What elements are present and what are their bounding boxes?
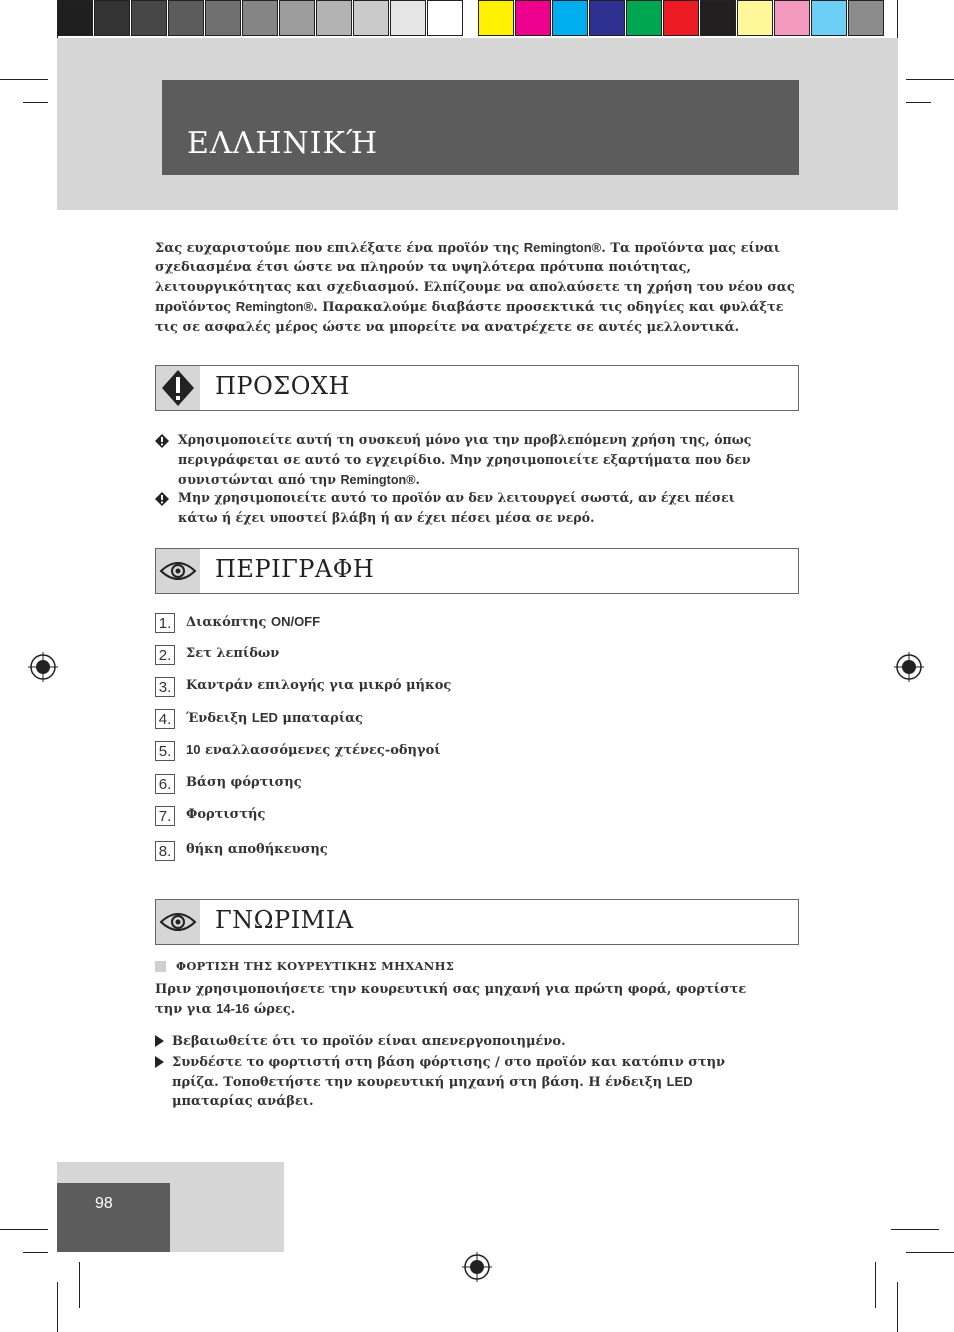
color-swatch xyxy=(663,0,699,36)
color-swatch xyxy=(552,0,588,36)
item-label-part: ON/OFF xyxy=(270,614,321,629)
color-swatch xyxy=(700,0,736,36)
color-swatch xyxy=(316,0,352,36)
brand-name: Remington® xyxy=(340,473,416,487)
caution-text: Χρησιμοποιείτε αυτή τη συσκευή μόνο για την προβλεπόμενη χρήση της, όπως περιγράφεται σε αυτό το εγχειρίδιο. Μην χρησιμοποιείτε εξαρτήματα που δεν συνιστώνται από την xyxy=(178,432,752,487)
warning-icon-box xyxy=(156,366,200,410)
item-label-part: Καντράν επιλογής για μικρό μήκος xyxy=(186,678,452,693)
color-swatch xyxy=(205,0,241,36)
item-label xyxy=(186,614,320,630)
registration-mark-icon xyxy=(894,652,924,682)
color-swatch xyxy=(390,0,426,36)
item-label xyxy=(186,842,328,857)
page-number-box xyxy=(57,1183,170,1252)
step-text: μπαταρίας ανάβει. xyxy=(172,1094,314,1109)
color-swatch xyxy=(427,0,463,36)
para-text: ώρες. xyxy=(249,1002,296,1017)
color-swatch xyxy=(57,0,93,36)
warning-bullet-icon xyxy=(155,434,169,448)
eye-icon-box xyxy=(156,900,200,944)
section-title: ΠΕΡΙΓΡΑΦΗ xyxy=(215,555,375,583)
eye-icon xyxy=(156,900,200,944)
item-label-part: εναλλασσόμενες χτένες-οδηγοί xyxy=(200,743,441,758)
item-label xyxy=(186,678,451,693)
brand-name: Remington® xyxy=(523,240,602,255)
color-swatch xyxy=(168,0,204,36)
item-number: 6. xyxy=(155,774,175,794)
section-title: ΠΡΟΣΟΧΗ xyxy=(215,372,350,400)
item-number: 1. xyxy=(155,613,175,633)
section-description-header xyxy=(155,548,799,594)
item-number: 8. xyxy=(155,841,175,861)
color-swatch xyxy=(589,0,625,36)
step-text: Βεβαιωθείτε ότι το προϊόν είναι απενεργοποιημένο. xyxy=(172,1034,566,1049)
brand-name: Remington® xyxy=(235,299,314,315)
step-text: Συνδέστε το φορτιστή στη βάση φόρτισης / στο προϊόν και κατόπιν στην πρίζα. Τοποθετήστε την κουρευτική μηχανή στη βάση. Η ένδειξη xyxy=(172,1055,726,1090)
intro-text: Σας ευχαριστούμε που επιλέξατε ένα προϊόν της xyxy=(155,241,524,256)
item-number: 3. xyxy=(155,677,175,697)
caution-text: Μην χρησιμοποιείτε αυτό το προϊόν αν δεν λειτουργεί σωστά, αν έχει πέσει κάτω ή έχει υποστεί βλάβη ή αν έχει πέσει μέσα σε νερό. xyxy=(178,490,735,525)
color-swatch xyxy=(848,0,884,36)
color-swatch xyxy=(478,0,514,36)
color-swatch xyxy=(279,0,315,36)
item-label-part: LED xyxy=(251,710,278,725)
item-label-part: Διακόπτης xyxy=(186,615,271,630)
item-label xyxy=(186,742,441,758)
item-number: 4. xyxy=(155,709,175,729)
header-title-box xyxy=(162,80,799,175)
page-title: ΕΛΛΗΝΙΚΉ xyxy=(187,126,379,161)
color-swatch xyxy=(131,0,167,36)
intro-text: . Παρακαλούμε διαβάστε προσεκτικά τις οδηγίες και φυλάξτε τις σε ασφαλές μέρος ώστε να μπορείτε να ανατρέχετε σε αυτές μελλοντικά. xyxy=(155,300,784,335)
item-label xyxy=(186,775,302,790)
intro-paragraph xyxy=(155,238,795,337)
color-swatch xyxy=(94,0,130,36)
item-label-part: Φορτιστής xyxy=(186,807,266,822)
item-label xyxy=(186,646,279,661)
color-calibration-bar xyxy=(57,0,885,38)
item-label-part: Ένδειξη xyxy=(186,711,252,726)
intro-text: . Τα προϊόντα μας είναι σχεδιασμένα έτσι ώστε να πληρούν τα υψηλότερα πρότυπα ποιότητας, λειτουργικότητας και σχεδιασμού. Ελπίζουμε να απολαύσετε τη χρήση του νέου σας προϊόντος xyxy=(155,241,795,316)
color-swatch xyxy=(774,0,810,36)
section-title: ΓΝΩΡΙΜΙΑ xyxy=(215,906,354,934)
item-number: 5. xyxy=(155,741,175,761)
para-text: Πριν χρησιμοποιήσετε την κουρευτική σας μηχανή για πρώτη φορά, φορτίστε την για xyxy=(155,982,747,1017)
charging-paragraph xyxy=(155,980,775,1019)
item-number: 2. xyxy=(155,645,175,665)
subheading-square-icon xyxy=(155,961,166,972)
arrow-bullet-icon xyxy=(155,1035,164,1047)
subheading: ΦΟΡΤΙΣΗ ΤΗΣ ΚΟΥΡΕΥΤΙΚΗΣ ΜΗΧΑΝΗΣ xyxy=(176,959,455,973)
color-swatch xyxy=(626,0,662,36)
item-number: 7. xyxy=(155,806,175,826)
item-label-part: μπαταρίας xyxy=(277,711,364,726)
color-swatch xyxy=(515,0,551,36)
item-label-part: 10 xyxy=(186,742,201,757)
page-number: 98 xyxy=(95,1195,113,1212)
item-label xyxy=(186,710,363,726)
eye-icon xyxy=(156,549,200,593)
registration-mark-icon xyxy=(462,1252,492,1282)
item-label-part: Βάση φόρτισης xyxy=(186,775,302,790)
color-swatch xyxy=(737,0,773,36)
led-label: LED xyxy=(666,1074,693,1089)
color-swatch xyxy=(353,0,389,36)
warning-bullet-icon xyxy=(155,492,169,506)
section-introduction-header xyxy=(155,899,799,945)
registration-mark-icon xyxy=(28,652,58,682)
warning-icon xyxy=(156,366,200,410)
color-swatch xyxy=(811,0,847,36)
item-label-part: Σετ λεπίδων xyxy=(186,646,280,661)
caution-text: . xyxy=(415,472,420,487)
charge-hours: 14-16 xyxy=(216,1001,250,1016)
eye-icon-box xyxy=(156,549,200,593)
arrow-bullet-icon xyxy=(155,1056,164,1068)
item-label xyxy=(186,807,265,822)
color-swatch xyxy=(242,0,278,36)
item-label-part: θήκη αποθήκευσης xyxy=(186,842,328,857)
section-caution-header xyxy=(155,365,799,411)
